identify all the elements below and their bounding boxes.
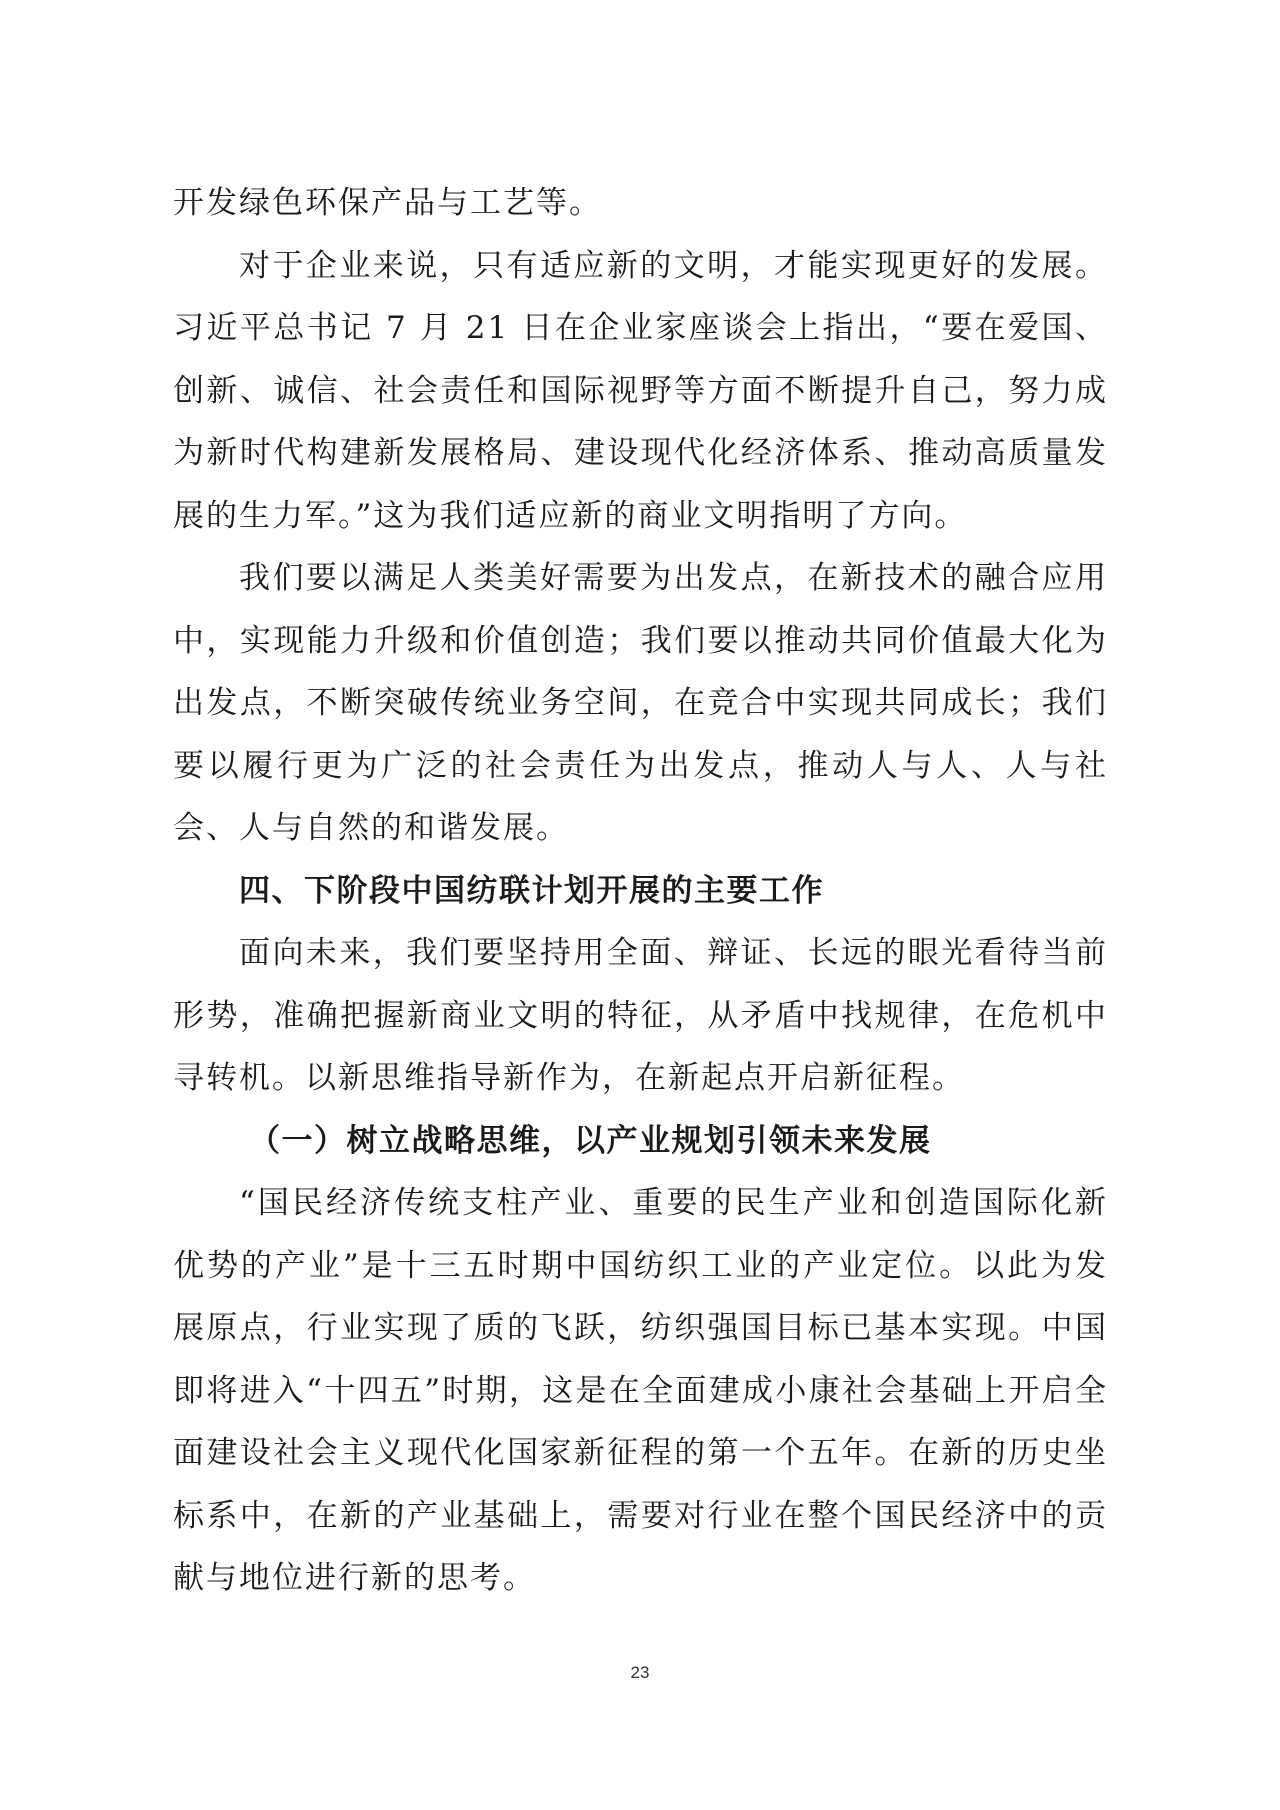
paragraph-facing-future: 面向未来，我们要坚持用全面、辩证、长远的眼光看待当前形势，准确把握新商业文明的特征，从矛盾中找规律，在危机中寻转机。以新思维指导新作为，在新起点开启新征程。 bbox=[173, 935, 1108, 1096]
subsection-heading-one: （一）树立战略思维，以产业规划引领未来发展 bbox=[249, 1122, 932, 1159]
page-number: 23 bbox=[630, 1663, 650, 1682]
page-body bbox=[173, 172, 1108, 1610]
paragraph-continuation: 开发绿色环保产品与工艺等。 bbox=[173, 185, 602, 221]
section-heading-four: 四、下阶段中国纺联计划开展的主要工作 bbox=[239, 872, 824, 909]
paragraph-enterprise-adaptation: 对于企业来说，只有适应新的文明，才能实现更好的发展。习近平总书记 7 月 21 日在企业家座谈会上指出，“要在爱国、创新、诚信、社会责任和国际视野等方面不断提升自己，努力成为新时代构建新发展格局、建设现代化经济体系、推动高质量发展的生力军。”这为我们适应新的商业文明指明了方向。 bbox=[173, 247, 1108, 534]
paragraph-starting-points: 我们要以满足人类美好需要为出发点，在新技术的融合应用中，实现能力升级和价值创造；我们要以推动共同价值最大化为出发点，不断突破传统业务空间，在竞合中实现共同成长；我们要以履行更为广泛的社会责任为出发点，推动人与人、人与社会、人与自然的和谐发展。 bbox=[173, 560, 1108, 846]
paragraph-industry-positioning: “国民经济传统支柱产业、重要的民生产业和创造国际化新优势的产业”是十三五时期中国纺织工业的产业定位。以此为发展原点，行业实现了质的飞跃，纺织强国目标已基本实现。中国即将进入“十四五”时期，这是在全面建成小康社会基础上开启全面建设社会主义现代化国家新征程的第一个五年。在新的历史坐标系中，在新的产业基础上，需要对行业在整个国民经济中的贡献与地位进行新的思考。 bbox=[173, 1185, 1108, 1596]
